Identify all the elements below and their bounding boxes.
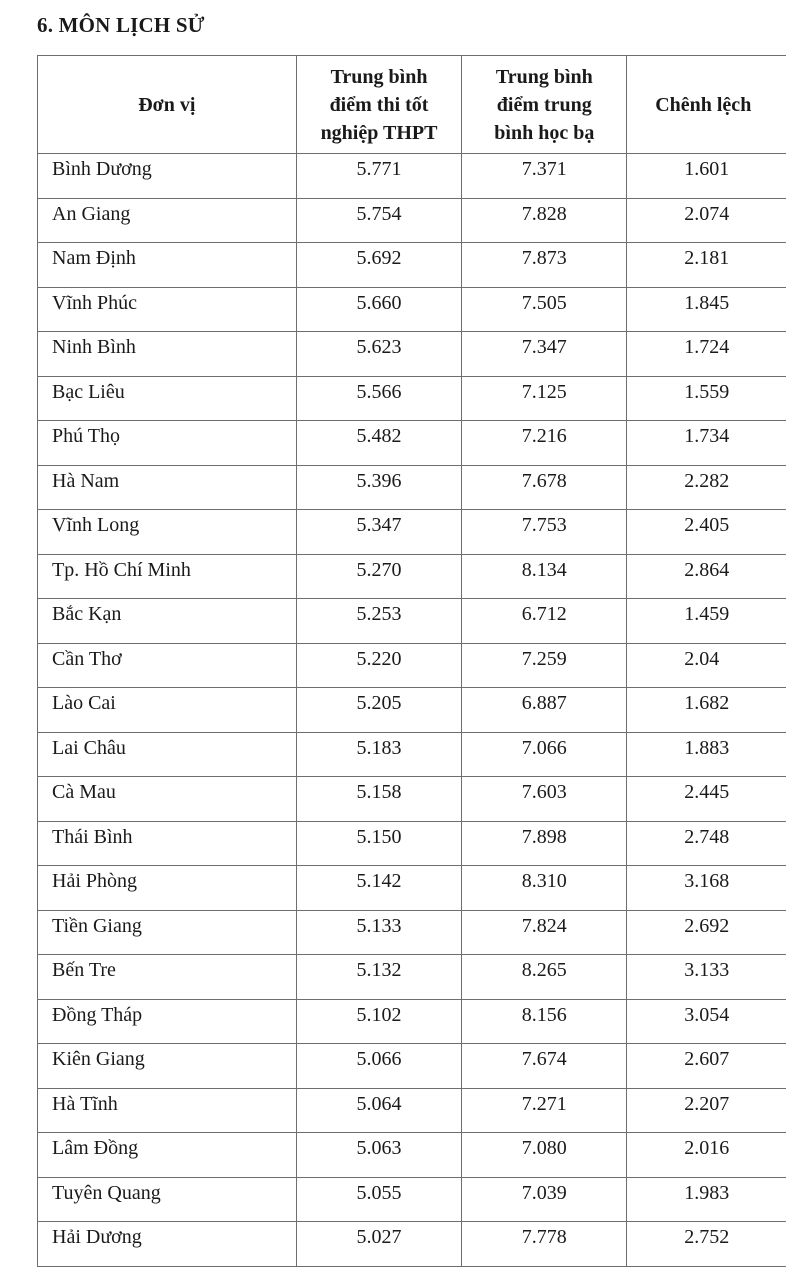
- cell-difference: 2.04: [627, 643, 786, 688]
- table-row: [38, 688, 786, 733]
- cell-difference: 2.405: [627, 510, 786, 555]
- cell-difference: 2.282: [627, 465, 786, 510]
- table-row: [38, 732, 786, 777]
- cell-unit: Bạc Liêu: [38, 376, 297, 421]
- cell-thpt-score: 5.396: [296, 465, 462, 510]
- cell-difference: 2.016: [627, 1133, 786, 1178]
- cell-difference: 2.748: [627, 821, 786, 866]
- cell-unit: Vĩnh Phúc: [38, 287, 297, 332]
- cell-thpt-score: 5.220: [296, 643, 462, 688]
- cell-hocba-score: 7.753: [462, 510, 627, 555]
- cell-thpt-score: 5.253: [296, 599, 462, 644]
- table-row: [38, 1133, 786, 1178]
- table-row: [38, 599, 786, 644]
- cell-unit: Bến Tre: [38, 955, 297, 1000]
- score-table: [37, 55, 786, 1267]
- table-row: [38, 465, 786, 510]
- table-row: [38, 154, 786, 199]
- cell-hocba-score: 7.824: [462, 910, 627, 955]
- cell-hocba-score: 7.066: [462, 732, 627, 777]
- cell-unit: Hà Nam: [38, 465, 297, 510]
- header-thpt-line-3: nghiệp THPT: [297, 119, 462, 147]
- cell-unit: Cà Mau: [38, 777, 297, 822]
- cell-difference: 2.864: [627, 554, 786, 599]
- cell-difference: 1.883: [627, 732, 786, 777]
- cell-hocba-score: 8.265: [462, 955, 627, 1000]
- cell-difference: 2.074: [627, 198, 786, 243]
- header-thpt-line-2: điểm thi tốt: [297, 91, 462, 119]
- cell-difference: 1.983: [627, 1177, 786, 1222]
- cell-difference: 2.692: [627, 910, 786, 955]
- cell-hocba-score: 7.505: [462, 287, 627, 332]
- cell-unit: Cần Thơ: [38, 643, 297, 688]
- header-row: [38, 56, 786, 154]
- cell-hocba-score: 7.678: [462, 465, 627, 510]
- header-hocba-line-3: bình học bạ: [462, 119, 626, 147]
- cell-hocba-score: 6.887: [462, 688, 627, 733]
- cell-difference: 1.459: [627, 599, 786, 644]
- cell-unit: Lâm Đồng: [38, 1133, 297, 1178]
- cell-difference: 2.181: [627, 243, 786, 288]
- cell-unit: Thái Bình: [38, 821, 297, 866]
- table-row: [38, 287, 786, 332]
- cell-hocba-score: 7.603: [462, 777, 627, 822]
- cell-difference: 2.207: [627, 1088, 786, 1133]
- cell-thpt-score: 5.566: [296, 376, 462, 421]
- cell-thpt-score: 5.027: [296, 1222, 462, 1267]
- header-difference: [627, 56, 786, 154]
- table-row: [38, 332, 786, 377]
- table-row: [38, 1088, 786, 1133]
- table-row: [38, 1222, 786, 1267]
- cell-difference: 3.168: [627, 866, 786, 911]
- header-unit-line: Đơn vị: [38, 91, 296, 119]
- cell-thpt-score: 5.064: [296, 1088, 462, 1133]
- table-row: [38, 999, 786, 1044]
- cell-unit: Tp. Hồ Chí Minh: [38, 554, 297, 599]
- cell-unit: Kiên Giang: [38, 1044, 297, 1089]
- cell-unit: Đồng Tháp: [38, 999, 297, 1044]
- table-body: [38, 154, 786, 1267]
- cell-unit: Hải Dương: [38, 1222, 297, 1267]
- cell-unit: Tiền Giang: [38, 910, 297, 955]
- cell-unit: Hải Phòng: [38, 866, 297, 911]
- cell-hocba-score: 7.216: [462, 421, 627, 466]
- cell-unit: Nam Định: [38, 243, 297, 288]
- cell-hocba-score: 7.125: [462, 376, 627, 421]
- cell-hocba-score: 7.080: [462, 1133, 627, 1178]
- cell-thpt-score: 5.133: [296, 910, 462, 955]
- score-table-container: [37, 55, 786, 1267]
- cell-hocba-score: 7.271: [462, 1088, 627, 1133]
- cell-thpt-score: 5.102: [296, 999, 462, 1044]
- cell-hocba-score: 8.156: [462, 999, 627, 1044]
- header-hocba-line-1: Trung bình: [462, 63, 626, 91]
- cell-thpt-score: 5.205: [296, 688, 462, 733]
- header-unit: [38, 56, 297, 154]
- cell-thpt-score: 5.692: [296, 243, 462, 288]
- cell-difference: 1.724: [627, 332, 786, 377]
- table-row: [38, 376, 786, 421]
- cell-difference: 1.559: [627, 376, 786, 421]
- table-row: [38, 243, 786, 288]
- table-header: [38, 56, 786, 154]
- cell-unit: Tuyên Quang: [38, 1177, 297, 1222]
- cell-hocba-score: 7.347: [462, 332, 627, 377]
- cell-thpt-score: 5.270: [296, 554, 462, 599]
- cell-unit: An Giang: [38, 198, 297, 243]
- cell-hocba-score: 7.259: [462, 643, 627, 688]
- cell-thpt-score: 5.754: [296, 198, 462, 243]
- cell-difference: 1.845: [627, 287, 786, 332]
- cell-difference: 1.734: [627, 421, 786, 466]
- cell-difference: 1.601: [627, 154, 786, 199]
- cell-unit: Hà Tĩnh: [38, 1088, 297, 1133]
- table-row: [38, 510, 786, 555]
- cell-thpt-score: 5.158: [296, 777, 462, 822]
- cell-hocba-score: 8.310: [462, 866, 627, 911]
- cell-hocba-score: 7.898: [462, 821, 627, 866]
- table-row: [38, 1177, 786, 1222]
- cell-thpt-score: 5.132: [296, 955, 462, 1000]
- cell-thpt-score: 5.482: [296, 421, 462, 466]
- cell-unit: Phú Thọ: [38, 421, 297, 466]
- cell-unit: Bình Dương: [38, 154, 297, 199]
- cell-difference: 2.607: [627, 1044, 786, 1089]
- cell-unit: Bắc Kạn: [38, 599, 297, 644]
- table-row: [38, 1044, 786, 1089]
- cell-difference: 2.445: [627, 777, 786, 822]
- cell-unit: Vĩnh Long: [38, 510, 297, 555]
- cell-thpt-score: 5.063: [296, 1133, 462, 1178]
- header-thpt-score: [296, 56, 462, 154]
- header-difference-line: Chênh lệch: [655, 91, 786, 119]
- cell-thpt-score: 5.183: [296, 732, 462, 777]
- cell-hocba-score: 7.039: [462, 1177, 627, 1222]
- cell-thpt-score: 5.771: [296, 154, 462, 199]
- cell-thpt-score: 5.660: [296, 287, 462, 332]
- cell-thpt-score: 5.150: [296, 821, 462, 866]
- cell-thpt-score: 5.142: [296, 866, 462, 911]
- cell-hocba-score: 7.778: [462, 1222, 627, 1267]
- section-title: 6. MÔN LỊCH SỬ: [37, 13, 205, 38]
- header-hocba-line-2: điểm trung: [462, 91, 626, 119]
- cell-difference: 1.682: [627, 688, 786, 733]
- cell-hocba-score: 7.873: [462, 243, 627, 288]
- cell-difference: 2.752: [627, 1222, 786, 1267]
- cell-hocba-score: 8.134: [462, 554, 627, 599]
- cell-unit: Ninh Bình: [38, 332, 297, 377]
- cell-hocba-score: 7.674: [462, 1044, 627, 1089]
- cell-unit: Lào Cai: [38, 688, 297, 733]
- cell-thpt-score: 5.623: [296, 332, 462, 377]
- table-row: [38, 910, 786, 955]
- cell-thpt-score: 5.055: [296, 1177, 462, 1222]
- cell-difference: 3.054: [627, 999, 786, 1044]
- table-row: [38, 554, 786, 599]
- table-row: [38, 821, 786, 866]
- cell-thpt-score: 5.347: [296, 510, 462, 555]
- table-row: [38, 198, 786, 243]
- table-row: [38, 955, 786, 1000]
- cell-hocba-score: 7.371: [462, 154, 627, 199]
- table-row: [38, 866, 786, 911]
- header-hocba-score: [462, 56, 627, 154]
- cell-unit: Lai Châu: [38, 732, 297, 777]
- cell-hocba-score: 6.712: [462, 599, 627, 644]
- header-thpt-line-1: Trung bình: [297, 63, 462, 91]
- table-row: [38, 421, 786, 466]
- table-row: [38, 777, 786, 822]
- cell-difference: 3.133: [627, 955, 786, 1000]
- cell-hocba-score: 7.828: [462, 198, 627, 243]
- cell-thpt-score: 5.066: [296, 1044, 462, 1089]
- table-row: [38, 643, 786, 688]
